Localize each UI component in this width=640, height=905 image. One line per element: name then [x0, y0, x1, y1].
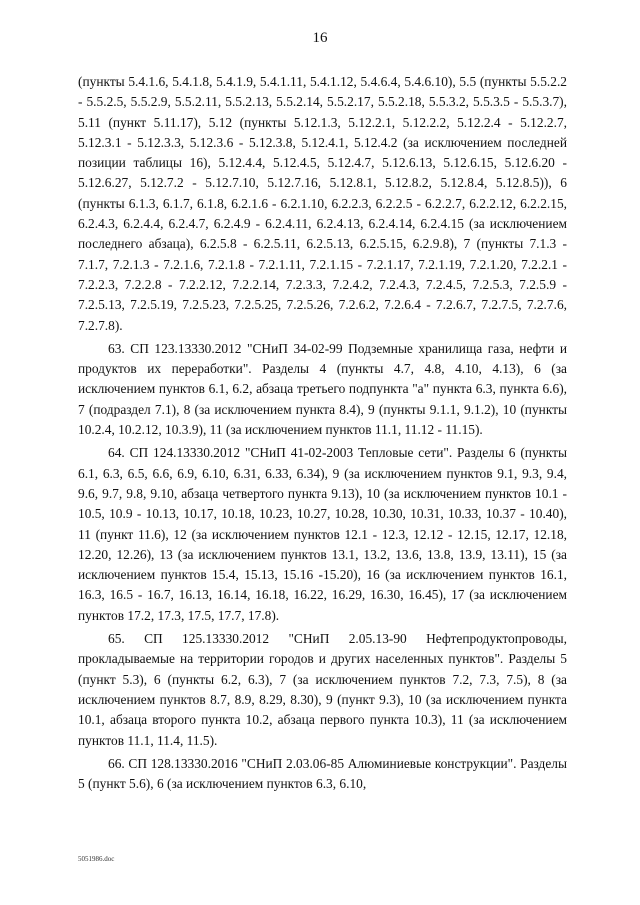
page-number: 16: [312, 30, 328, 46]
footer-filename: 5051986.doc: [78, 855, 115, 863]
paragraph-item-63: 63. СП 123.13330.2012 "СНиП 34-02-99 Подземные хранилища газа, нефти и продуктов их переработки". Разделы 4 (пункты 4.7, 4.8, 4.10, 4.13), 6 (за исключением пунктов 6.1, 6.2, абзаца третьего подпункта "а" пункта 6.3, пункта 6.6), 7 (подраздел 7.1), 8 (за исключением пункта 8.4), 9 (пункты 9.1.1, 9.1.2), 10 (пункты 10.2.4, 10.2.12, 10.3.9), 11 (за исключением пунктов 11.1, 11.12 - 11.15).: [78, 340, 567, 438]
paragraph-item-66: 66. СП 128.13330.2016 "СНиП 2.03.06-85 Алюминиевые конструкции". Разделы 5 (пункт 5.6), 6 (за исключением пунктов 6.3, 6.10,: [78, 755, 567, 792]
paragraph-item-65: 65. СП 125.13330.2012 "СНиП 2.05.13-90 Нефтепродуктопроводы, прокладываемые на территории городов и других населенных пунктов". Разделы 5 (пункт 5.3), 6 (пункты 6.2, 6.3), 7 (за исключением пунктов 7.2, 7.3, 7.5), 8 (за исключением пунктов 8.7, 8.9, 8.29, 8.30), 9 (пункт 9.3), 10 (за исключением пункта 10.1, абзаца второго пункта 10.2, абзаца первого пункта 10.3), 11 (за исключением пунктов 11.1, 11.4, 11.5).: [78, 631, 567, 748]
document-body: [78, 72, 567, 797]
paragraph-item-64: 64. СП 124.13330.2012 "СНиП 41-02-2003 Тепловые сети". Разделы 6 (пункты 6.1, 6.3, 6.5, 6.6, 6.9, 6.10, 6.31, 6.33, 6.34), 9 (за исключением пунктов 9.1, 9.3, 9.4, 9.6, 9.7, 9.8, 9.10, абзаца четвертого пункта 9.13), 10 (за исключением пунктов 10.1 - 10.5, 10.9 - 10.13, 10.17, 10.18, 10.23, 10.27, 10.28, 10.30, 10.31, 10.33, 10.37 - 10.40), 11 (пункт 11.6), 12 (за исключением пунктов 12.1 - 12.3, 12.12 - 12.15, 12.17, 12.18, 12.20, 12.26), 13 (за исключением пунктов 13.1, 13.2, 13.6, 13.8, 13.9, 13.11), 15 (за исключением пунктов 15.4, 15.13, 15.16 -15.20), 16 (за исключением пунктов 16.1, 16.3, 16.5 - 16.7, 16.13, 16.14, 16.18, 16.22, 16.29, 16.30, 16.45), 17 (за исключением пунктов 17.2, 17.3, 17.5, 17.7, 17.8).: [78, 445, 567, 623]
paragraph-continuation: (пункты 5.4.1.6, 5.4.1.8, 5.4.1.9, 5.4.1.11, 5.4.1.12, 5.4.6.4, 5.4.6.10), 5.5 (пункты 5.5.2.2 - 5.5.2.5, 5.5.2.9, 5.5.2.11, 5.5.2.13, 5.5.2.14, 5.5.2.17, 5.5.2.18, 5.5.3.2, 5.5.3.5 - 5.5.3.7), 5.11 (пункт 5.11.17), 5.12 (пункты 5.12.1.3, 5.12.2.1, 5.12.2.2, 5.12.2.4 - 5.12.2.7, 5.12.3.1 - 5.12.3.3, 5.12.3.6 - 5.12.3.8, 5.12.4.1, 5.12.4.2 (за исключением последней позиции таблицы 16), 5.12.4.4, 5.12.4.5, 5.12.4.7, 5.12.6.13, 5.12.6.15, 5.12.6.20 - 5.12.6.27, 5.12.7.2 - 5.12.7.10, 5.12.7.16, 5.12.8.1, 5.12.8.2, 5.12.8.4, 5.12.8.5)), 6 (пункты 6.1.3, 6.1.7, 6.1.8, 6.2.1.6 - 6.2.1.10, 6.2.2.3, 6.2.2.5 - 6.2.2.7, 6.2.2.12, 6.2.2.15, 6.2.4.3, 6.2.4.4, 6.2.4.7, 6.2.4.9 - 6.2.4.11, 6.2.4.13, 6.2.4.14, 6.2.4.15 (за исключением последнего абзаца), 6.2.5.8 - 6.2.5.11, 6.2.5.13, 6.2.5.15, 6.2.9.8), 7 (пункты 7.1.3 - 7.1.7, 7.2.1.3 - 7.2.1.6, 7.2.1.8 - 7.2.1.11, 7.2.1.15 - 7.2.1.17, 7.2.1.19, 7.2.1.20, 7.2.2.1 - 7.2.2.3, 7.2.2.8 - 7.2.2.12, 7.2.2.14, 7.2.3.3, 7.2.4.2, 7.2.4.3, 7.2.4.5, 7.2.5.3, 7.2.5.9 - 7.2.5.13, 7.2.5.19, 7.2.5.23, 7.2.5.25, 7.2.5.26, 7.2.6.2, 7.2.6.4 - 7.2.6.7, 7.2.7.5, 7.2.7.6, 7.2.7.8).: [78, 74, 567, 333]
